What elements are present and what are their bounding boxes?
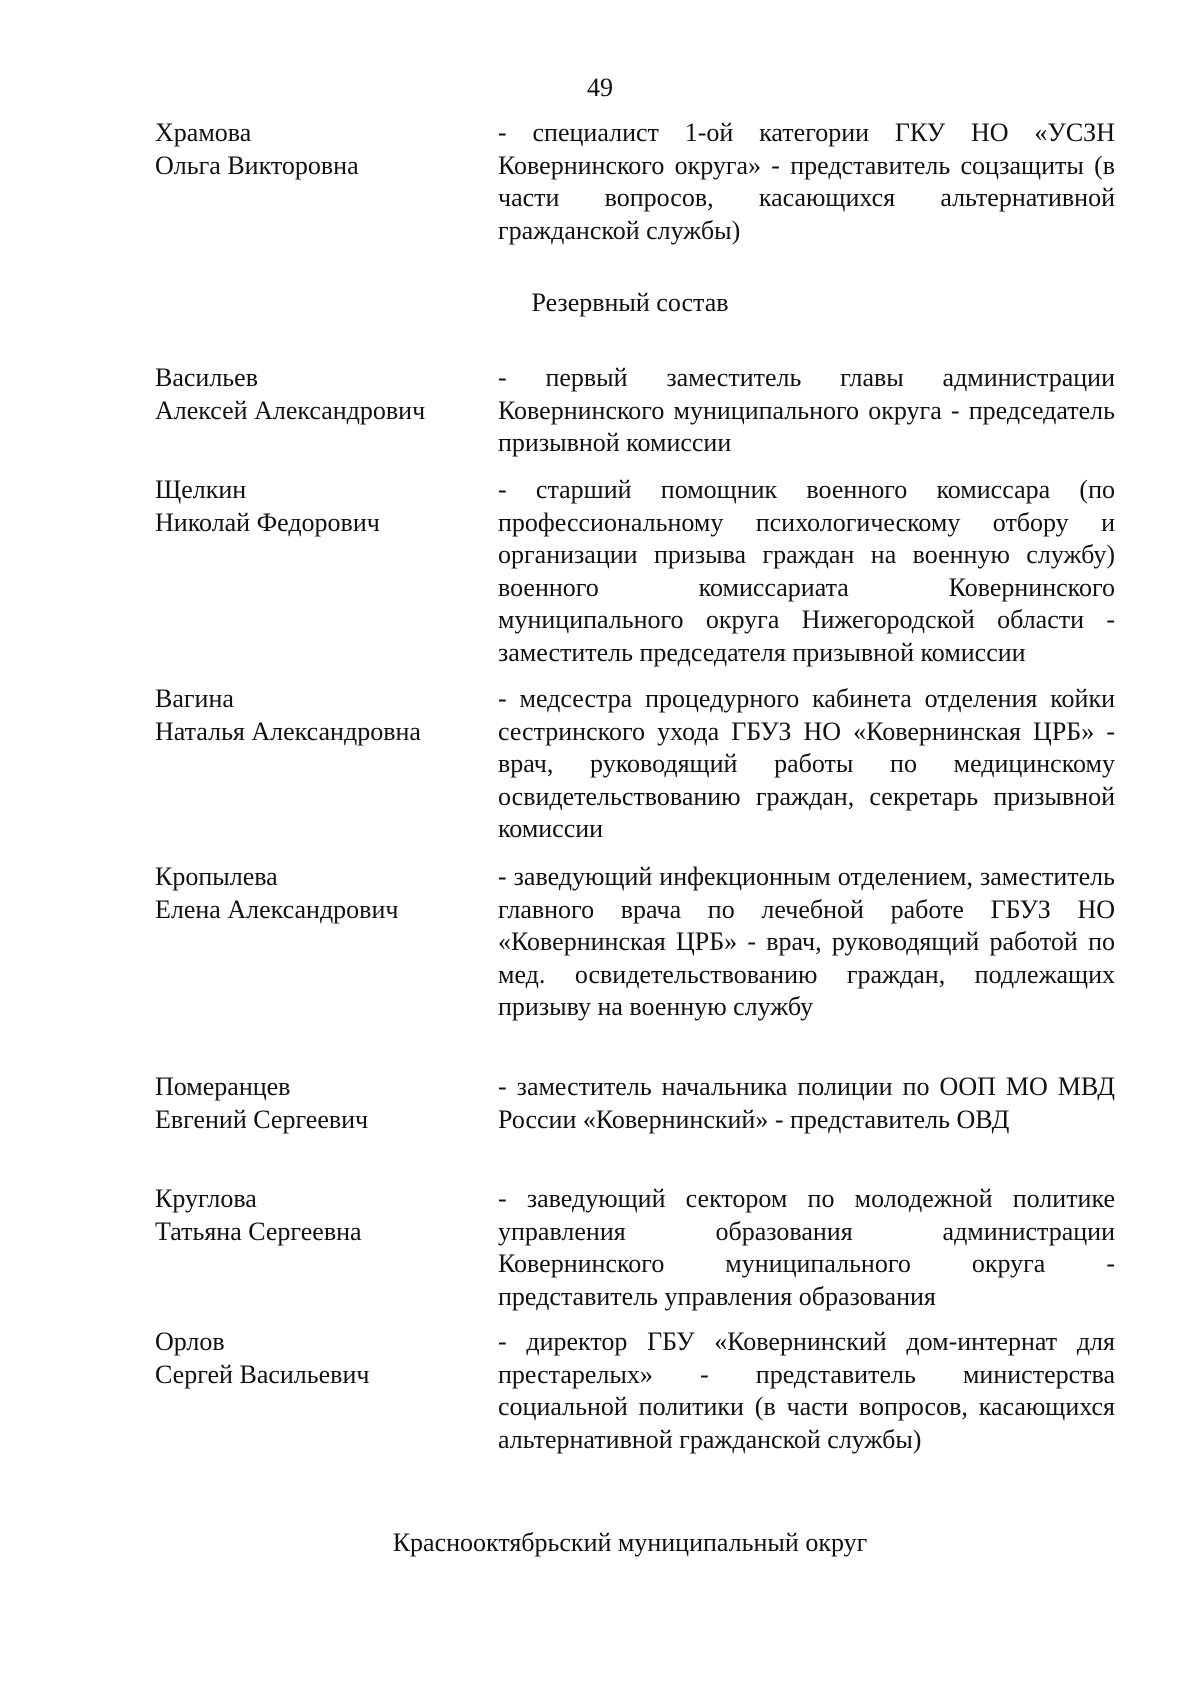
page-number: 49: [587, 73, 613, 102]
member-surname: Щелкин: [155, 475, 247, 504]
member-role: - специалист 1-ой категории ГКУ НО «УСЗН Ковернинского округа» - представитель соцзащиты (в части вопросов, касающихся альтернативной гражданской службы): [498, 118, 1115, 245]
member-surname: Вагина: [155, 684, 234, 713]
member-name: [155, 117, 475, 182]
member-role: - медсестра процедурного кабинета отделения койки сестринского ухода ГБУЗ НО «Ковернинская ЦРБ» - врач, руководящий работы по медицинскому освидетельствованию граждан, секретарь призывной комиссии: [498, 684, 1115, 843]
member-given-name: Алексей Александрович: [155, 395, 426, 425]
member-surname: Кропылева: [155, 862, 278, 891]
member-given-name: Сергей Васильевич: [155, 1359, 370, 1389]
member-name: [155, 1071, 475, 1136]
member-role: - заведующий сектором по молодежной политике управления образования администрации Ковернинского муниципального округа - представитель управления образования: [498, 1184, 1115, 1311]
member-given-name: Ольга Викторовна: [155, 150, 359, 180]
member-surname: Круглова: [155, 1184, 257, 1213]
member-name: [155, 1326, 475, 1391]
member-name: [155, 362, 475, 427]
member-role: - заместитель начальника полиции по ООП МО МВД России «Ковернинский» - представитель ОВД: [498, 1072, 1115, 1134]
member-surname: Храмова: [155, 118, 252, 147]
member-given-name: Евгений Сергеевич: [155, 1104, 369, 1134]
member-name: [155, 1183, 475, 1248]
member-surname: Васильев: [155, 363, 258, 392]
next-section-heading: Краснооктябрьский муниципальный округ: [392, 1528, 868, 1557]
member-name: [155, 474, 475, 539]
member-given-name: Елена Александрович: [155, 894, 399, 924]
member-role: - директор ГБУ «Ковернинский дом-интернат для престарелых» - представитель министерства социальной политики (в части вопросов, касающихся альтернативной гражданской службы): [498, 1327, 1115, 1454]
member-given-name: Наталья Александровна: [155, 716, 421, 746]
reserve-heading: Резервный состав: [531, 288, 729, 317]
member-given-name: Татьяна Сергеевна: [155, 1216, 362, 1246]
member-name: [155, 861, 475, 926]
member-surname: Померанцев: [155, 1072, 291, 1101]
member-role: - первый заместитель главы администрации Ковернинского муниципального округа - председатель призывной комиссии: [498, 363, 1115, 457]
member-name: [155, 683, 475, 748]
member-surname: Орлов: [155, 1327, 225, 1356]
member-role: - заведующий инфекционным отделением, заместитель главного врача по лечебной работе ГБУЗ НО «Ковернинская ЦРБ» - врач, руководящий работой по мед. освидетельствованию граждан, подлежащих призыву на военную службу: [498, 862, 1115, 1021]
member-given-name: Николай Федорович: [155, 507, 380, 537]
member-role: - старший помощник военного комиссара (по профессиональному психологическому отбору и организации призыва граждан на военную службу) военного комиссариата Ковернинского муниципального округа Нижегородской области - заместитель председателя призывной комиссии: [498, 475, 1115, 667]
